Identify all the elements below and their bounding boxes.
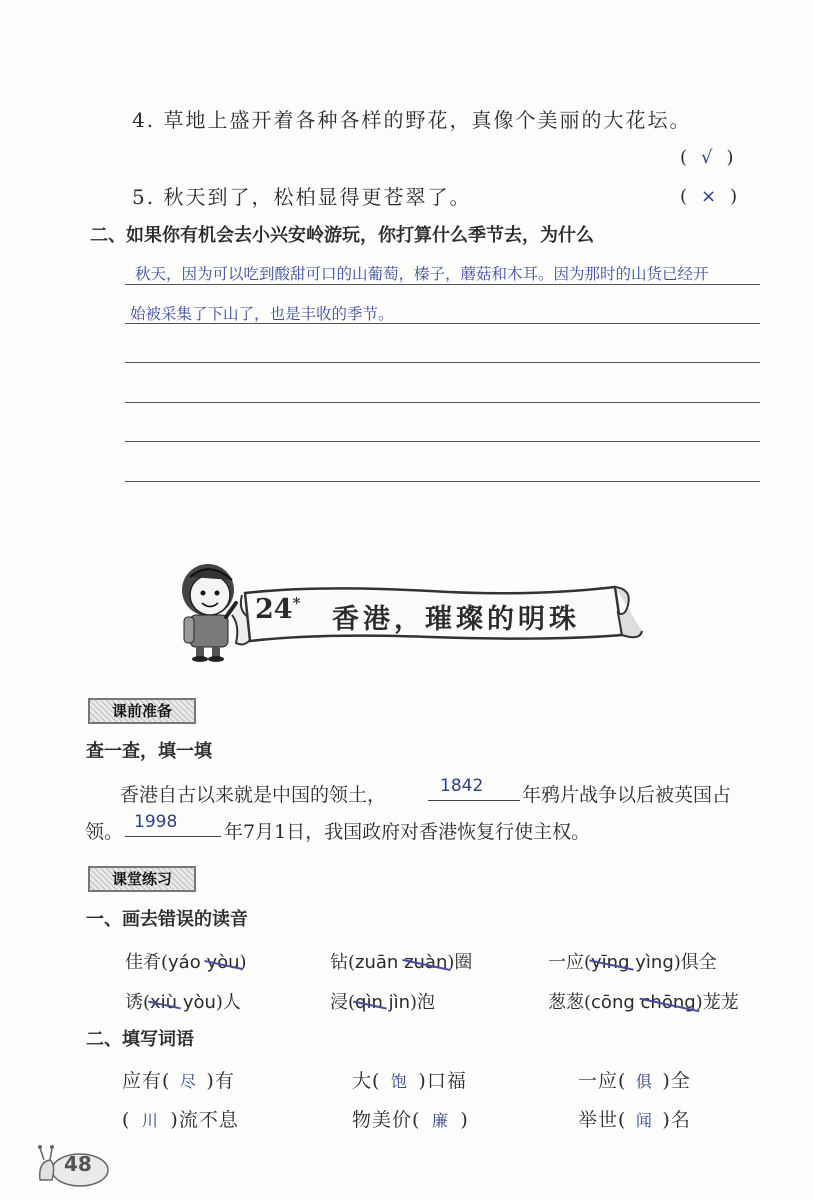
fill-line-year1 bbox=[428, 800, 520, 801]
judge-mark-4 bbox=[680, 147, 748, 168]
pinyin-struck: zuàn bbox=[404, 952, 448, 973]
judge-item-4: 4. 草地上盛开着各种各样的野花，真像个美丽的大花坛。 bbox=[132, 108, 692, 132]
pinyin-correct: cōng bbox=[591, 992, 635, 1013]
word-text: )全 bbox=[662, 1070, 691, 1092]
writing-line bbox=[125, 362, 760, 363]
fill-answer: 闻 bbox=[635, 1111, 653, 1130]
paren-open: ( bbox=[680, 186, 702, 207]
prep-subhead: 查一查，填一填 bbox=[86, 741, 212, 762]
word-text: )名 bbox=[662, 1109, 691, 1131]
writing-line bbox=[125, 323, 760, 324]
word-text: 钻( bbox=[330, 952, 356, 973]
year2-answer: 1998 bbox=[134, 812, 178, 832]
fill-word bbox=[352, 1066, 467, 1093]
paren-open: ( bbox=[680, 147, 702, 168]
word-text: 葱葱( bbox=[548, 992, 592, 1013]
fill-answer: 俱 bbox=[635, 1072, 653, 1091]
pinyin-struck: xiù bbox=[150, 992, 178, 1013]
answer-line-2: 始被采集了下山了，也是丰收的季节。 bbox=[130, 305, 394, 323]
pinyin-struck: qìn bbox=[355, 992, 383, 1013]
pinyin-correct: yìng bbox=[635, 952, 674, 973]
pinyin-item bbox=[548, 988, 739, 1014]
pinyin-struck: chōng bbox=[640, 992, 696, 1013]
pinyin-item bbox=[548, 948, 717, 974]
word-text: 应有( bbox=[122, 1070, 171, 1092]
fill-line-year2 bbox=[125, 836, 221, 837]
pinyin-item bbox=[125, 948, 247, 974]
answer-line-1: 秋天，因为可以吃到酸甜可口的山葡萄，榛子，蘑菇和木耳。因为那时的山货已经开 bbox=[135, 265, 709, 283]
fill-answer: 廉 bbox=[431, 1111, 449, 1130]
word-text: ) bbox=[239, 952, 247, 973]
paren-close: ) bbox=[730, 186, 752, 207]
lesson-title: 香港，璀璨的明珠 bbox=[332, 604, 580, 635]
writing-line bbox=[125, 284, 760, 285]
word-text: 举世( bbox=[578, 1109, 627, 1131]
part-1-heading: 一、画去错误的读音 bbox=[86, 909, 248, 930]
pinyin-item bbox=[330, 988, 435, 1014]
fill-word bbox=[578, 1105, 691, 1132]
pinyin-correct: yáo bbox=[168, 952, 201, 973]
pinyin-struck: yòu bbox=[206, 952, 240, 973]
fill-word bbox=[122, 1066, 235, 1093]
section-tag-prep: 课前准备 bbox=[88, 698, 196, 724]
year1-answer: 1842 bbox=[440, 776, 484, 796]
fill-word bbox=[122, 1105, 239, 1132]
fill-answer: 川 bbox=[141, 1111, 159, 1130]
writing-line bbox=[125, 402, 760, 403]
word-text: 大( bbox=[352, 1070, 381, 1092]
section-tag-practice: 课堂练习 bbox=[88, 866, 196, 892]
fill-word bbox=[578, 1066, 691, 1093]
lesson-number bbox=[255, 594, 300, 625]
prep-line-1-after: 年鸦片战争以后被英国占 bbox=[522, 784, 732, 806]
word-text: 浸( bbox=[330, 992, 356, 1013]
fill-word bbox=[352, 1105, 469, 1132]
word-text: 物美价( bbox=[352, 1109, 421, 1131]
word-text: ( bbox=[122, 1109, 131, 1131]
judge-mark-5 bbox=[680, 186, 751, 207]
judge-item-5: 5. 秋天到了，松柏显得更苍翠了。 bbox=[132, 185, 472, 209]
word-text: )俱全 bbox=[673, 952, 717, 973]
check-mark: √ bbox=[701, 147, 727, 168]
girl-illustration-icon bbox=[182, 564, 236, 662]
fill-answer: 尽 bbox=[179, 1072, 197, 1091]
word-text: 一应( bbox=[578, 1070, 627, 1092]
word-text: 一应( bbox=[548, 952, 592, 973]
word-text: )人 bbox=[215, 992, 241, 1013]
page-number: 48 bbox=[64, 1152, 92, 1176]
question-2-prompt: 二、如果你有机会去小兴安岭游玩，你打算什么季节去，为什么 bbox=[90, 225, 594, 246]
word-text: )圈 bbox=[447, 952, 473, 973]
lesson-number-text: 24 bbox=[255, 594, 293, 625]
word-text: )有 bbox=[206, 1070, 235, 1092]
word-text: )口福 bbox=[418, 1070, 467, 1092]
pinyin-struck: yīng bbox=[591, 952, 630, 973]
writing-line bbox=[125, 441, 760, 442]
pinyin-item bbox=[125, 988, 241, 1014]
pinyin-correct: jìn bbox=[388, 992, 411, 1013]
word-text: )茏茏 bbox=[695, 992, 739, 1013]
prep-line-1-before: 香港自古以来就是中国的领土， bbox=[120, 784, 387, 806]
prep-line-2-after: 年7月1日，我国政府对香港恢复行使主权。 bbox=[224, 821, 591, 843]
writing-line bbox=[125, 481, 760, 482]
paren-close: ) bbox=[726, 147, 748, 168]
word-text: ) bbox=[460, 1109, 469, 1131]
word-text: )泡 bbox=[410, 992, 436, 1013]
lesson-star: * bbox=[292, 594, 301, 612]
pinyin-item bbox=[330, 948, 472, 974]
pinyin-correct: yòu bbox=[182, 992, 216, 1013]
pinyin-correct: zuān bbox=[355, 952, 399, 973]
part-2-heading: 二、填写词语 bbox=[86, 1029, 194, 1050]
word-text: )流不息 bbox=[170, 1109, 239, 1131]
cross-mark: × bbox=[701, 186, 731, 207]
fill-answer: 饱 bbox=[390, 1072, 408, 1091]
word-text: 诱( bbox=[125, 992, 151, 1013]
word-text: 佳肴( bbox=[125, 952, 169, 973]
prep-line-2-before: 领。 bbox=[85, 821, 124, 843]
